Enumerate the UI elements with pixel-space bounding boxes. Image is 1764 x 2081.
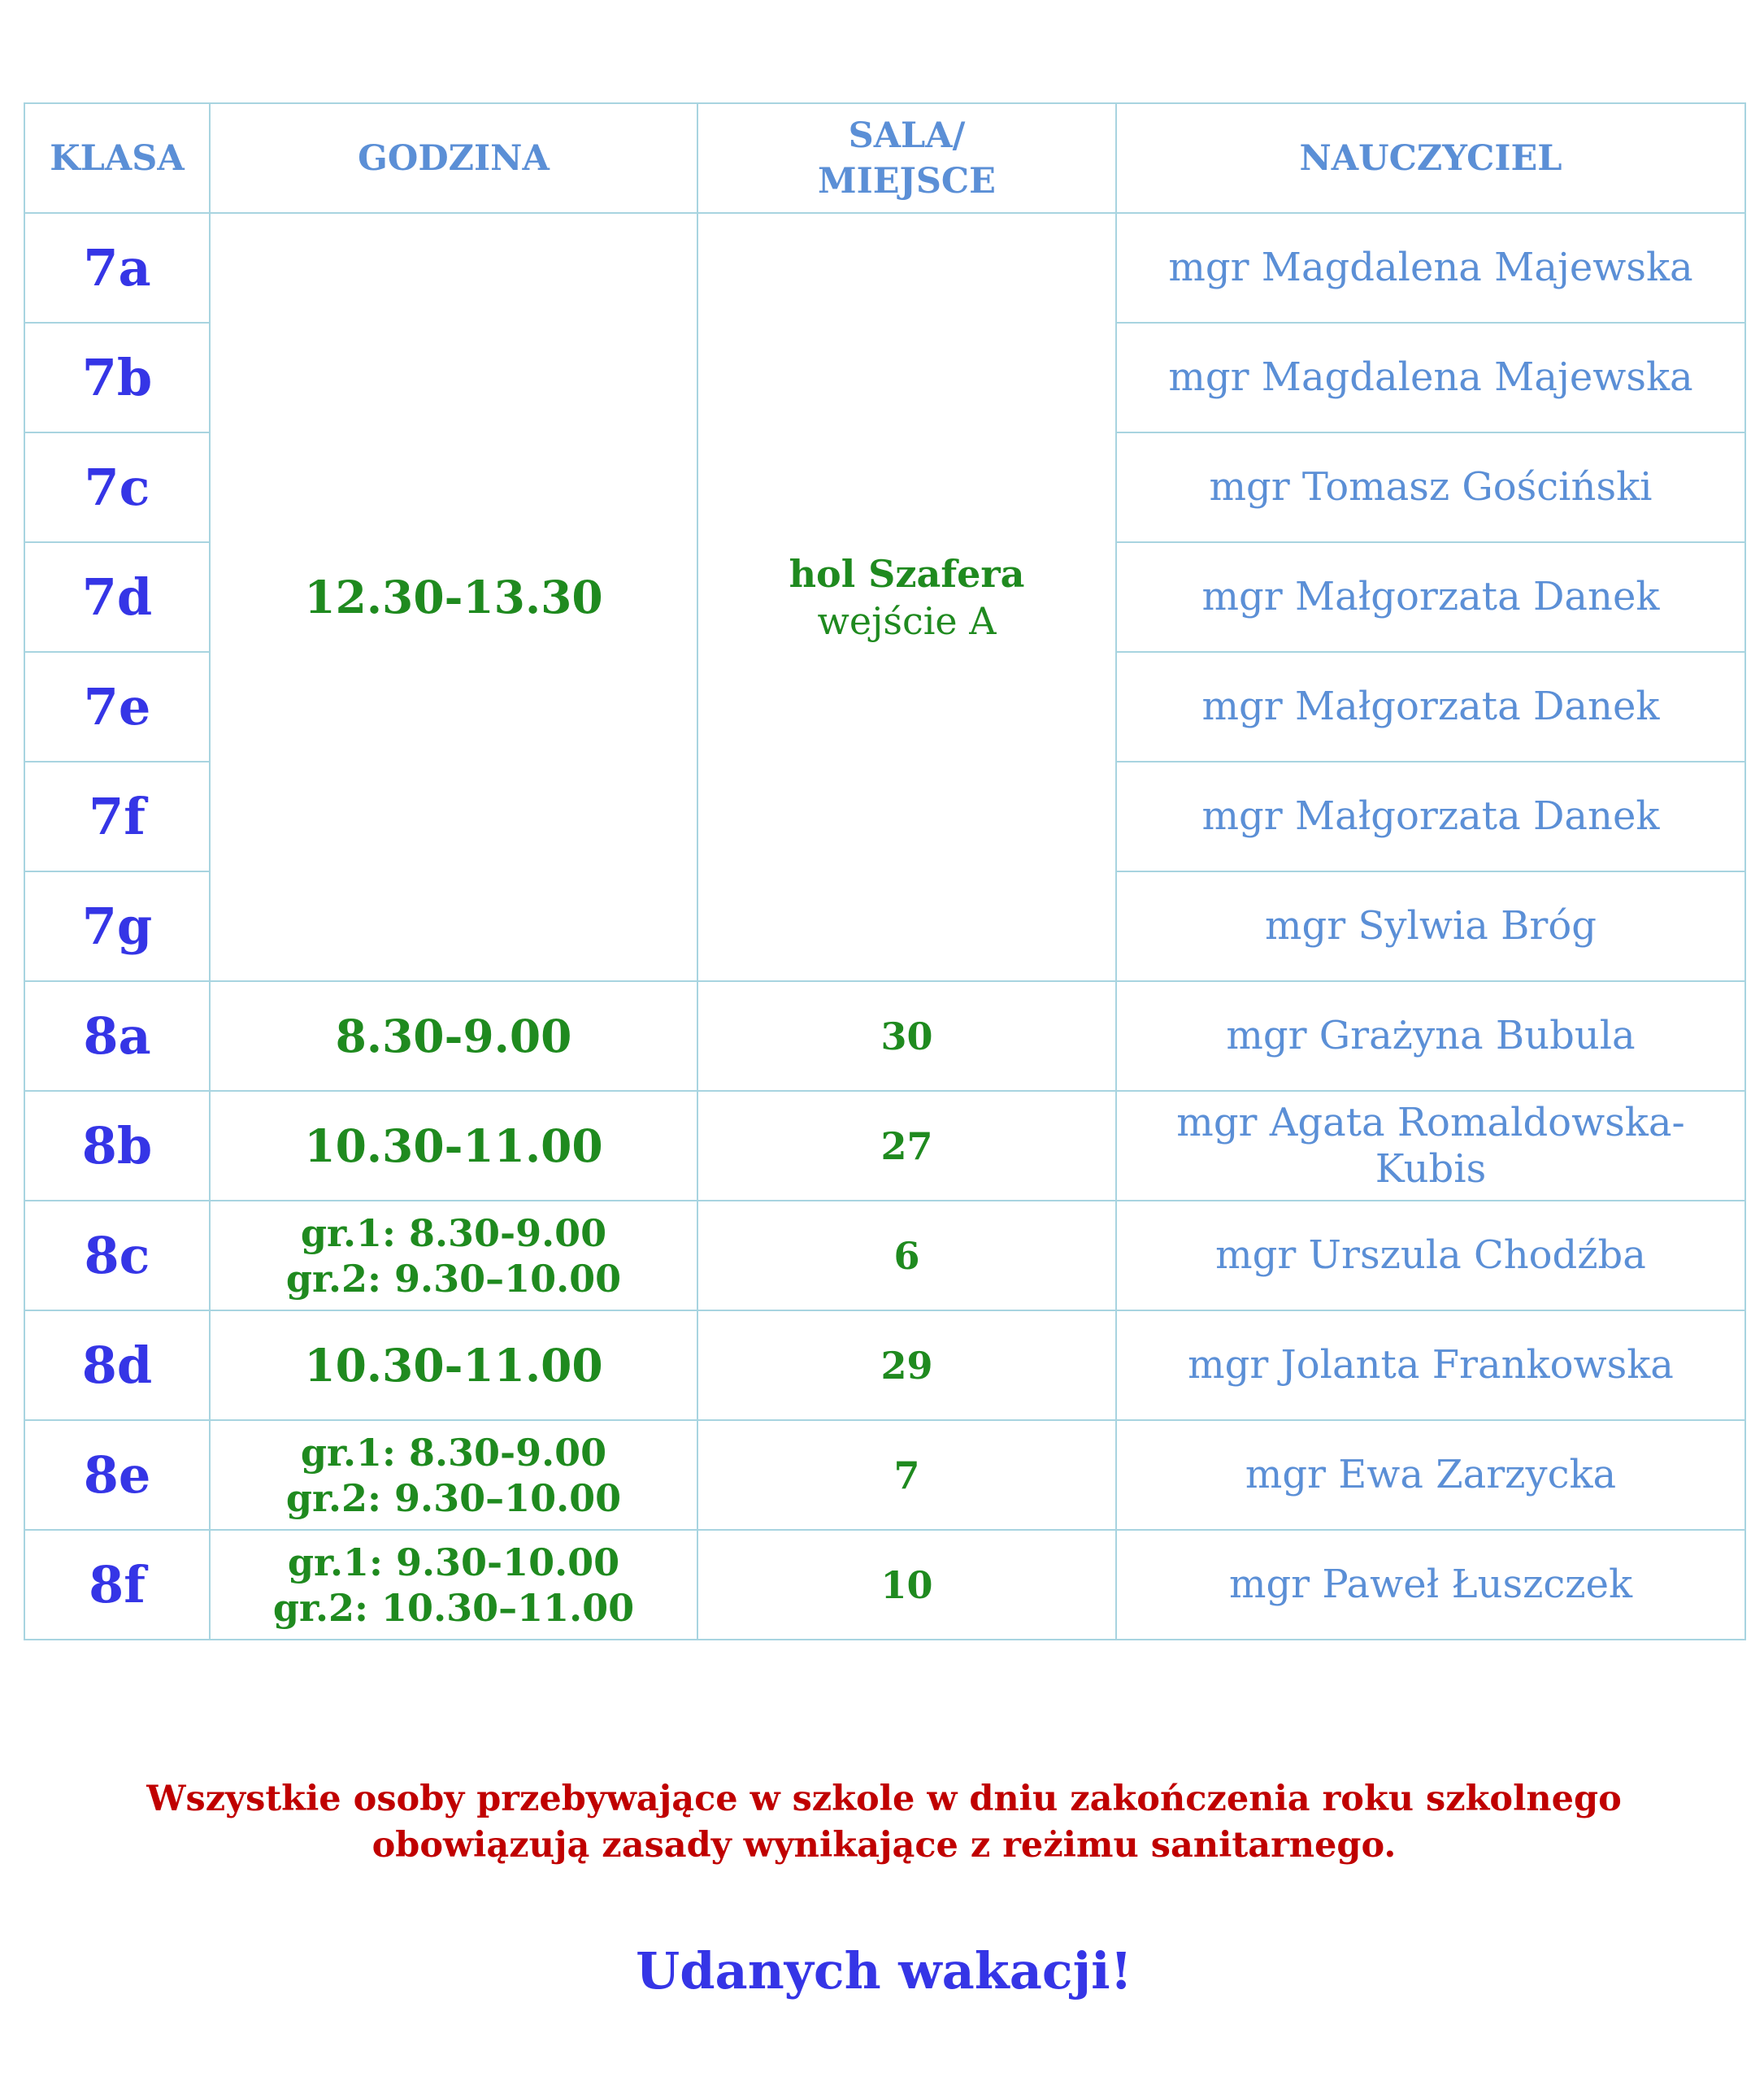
time-cell [210, 1310, 697, 1420]
teacher-cell [1116, 1310, 1745, 1420]
header-sala-line2: MIEJSCE [818, 160, 996, 202]
notice-line2: obowiązują zasady wynikające z reżimu sanitarnego. [371, 1825, 1397, 1866]
room-cell: 27 [697, 1091, 1116, 1201]
time-line: 10.30-11.00 [304, 1339, 603, 1392]
teacher-line: mgr Ewa Zarzycka [1245, 1452, 1617, 1497]
teacher-cell: mgr Tomasz Gościński [1116, 432, 1745, 542]
teacher-cell: mgr Małgorzata Danek [1116, 542, 1745, 652]
room-cell: 30 [697, 981, 1116, 1091]
room-cell: 7 [697, 1420, 1116, 1530]
class-cell: 7g [24, 871, 210, 981]
table-row [24, 1201, 1745, 1310]
table-row [24, 1530, 1745, 1640]
teacher-cell [1116, 1091, 1745, 1201]
teacher-cell: mgr Magdalena Majewska [1116, 323, 1745, 432]
table-row [24, 1091, 1745, 1201]
teacher-cell: mgr Magdalena Majewska [1116, 213, 1745, 323]
room-line1: hol Szafera [789, 551, 1025, 596]
header-sala-line1: SALA/ [848, 115, 966, 156]
teacher-line: Kubis [1375, 1145, 1487, 1192]
class-cell: 8e [24, 1420, 210, 1530]
notice-line1: Wszystkie osoby przebywające w szkole w dniu zakończenia roku szkolnego [146, 1779, 1622, 1819]
class-cell: 8d [24, 1310, 210, 1420]
class-cell: 8b [24, 1091, 210, 1201]
time-cell [210, 1420, 697, 1530]
room-cell: 29 [697, 1310, 1116, 1420]
header-sala [697, 103, 1116, 213]
sanitary-notice [24, 1776, 1744, 1869]
schedule-table [24, 102, 1746, 1640]
teacher-cell [1116, 1530, 1745, 1640]
teacher-cell: mgr Małgorzata Danek [1116, 762, 1745, 871]
table-row [24, 981, 1745, 1091]
teacher-line: mgr Urszula Chodźba [1215, 1232, 1646, 1278]
time-cell [210, 1091, 697, 1201]
class-cell: 8f [24, 1530, 210, 1640]
table-row [24, 1310, 1745, 1420]
room-line2: wejście A [817, 598, 997, 643]
time-cell [210, 1530, 697, 1640]
teacher-cell: mgr Sylwia Bróg [1116, 871, 1745, 981]
teacher-cell [1116, 981, 1745, 1091]
time-line: gr.2: 9.30–10.00 [285, 1256, 622, 1301]
time-cell [210, 1201, 697, 1310]
time-line: gr.2: 10.30–11.00 [272, 1585, 635, 1630]
time-line: 10.30-11.00 [304, 1119, 603, 1172]
time-line: gr.1: 8.30-9.00 [300, 1430, 607, 1475]
teacher-line: mgr Agata Romaldowska- [1176, 1099, 1685, 1145]
class-cell: 7e [24, 652, 210, 762]
room-cell: 6 [697, 1201, 1116, 1310]
class-cell: 7d [24, 542, 210, 652]
header-godzina: GODZINA [210, 103, 697, 213]
header-nauczyciel: NAUCZYCIEL [1116, 103, 1745, 213]
time-line: gr.1: 8.30-9.00 [300, 1210, 607, 1255]
class-cell: 7b [24, 323, 210, 432]
teacher-line: mgr Grażyna Bubula [1226, 1013, 1636, 1058]
teacher-cell: mgr Małgorzata Danek [1116, 652, 1745, 762]
table-row [24, 1420, 1745, 1530]
time-line: gr.1: 9.30-10.00 [287, 1540, 620, 1584]
class-cell: 7c [24, 432, 210, 542]
time-line: 8.30-9.00 [335, 1010, 572, 1062]
time-cell [210, 981, 697, 1091]
teacher-cell [1116, 1201, 1745, 1310]
farewell-message: Udanych wakacji! [636, 1941, 1132, 2001]
class-cell: 7a [24, 213, 210, 323]
class-cell: 8a [24, 981, 210, 1091]
teacher-line: mgr Jolanta Frankowska [1188, 1342, 1674, 1388]
class-cell: 7f [24, 762, 210, 871]
time-cell: 12.30-13.30 [210, 213, 697, 981]
room-cell [697, 213, 1116, 981]
teacher-line: mgr Paweł Łuszczek [1228, 1562, 1633, 1607]
header-klasa: KLASA [24, 103, 210, 213]
header-row [24, 103, 1745, 213]
time-line: gr.2: 9.30–10.00 [285, 1475, 622, 1520]
table-row [24, 213, 1745, 323]
room-cell: 10 [697, 1530, 1116, 1640]
class-cell: 8c [24, 1201, 210, 1310]
teacher-cell [1116, 1420, 1745, 1530]
